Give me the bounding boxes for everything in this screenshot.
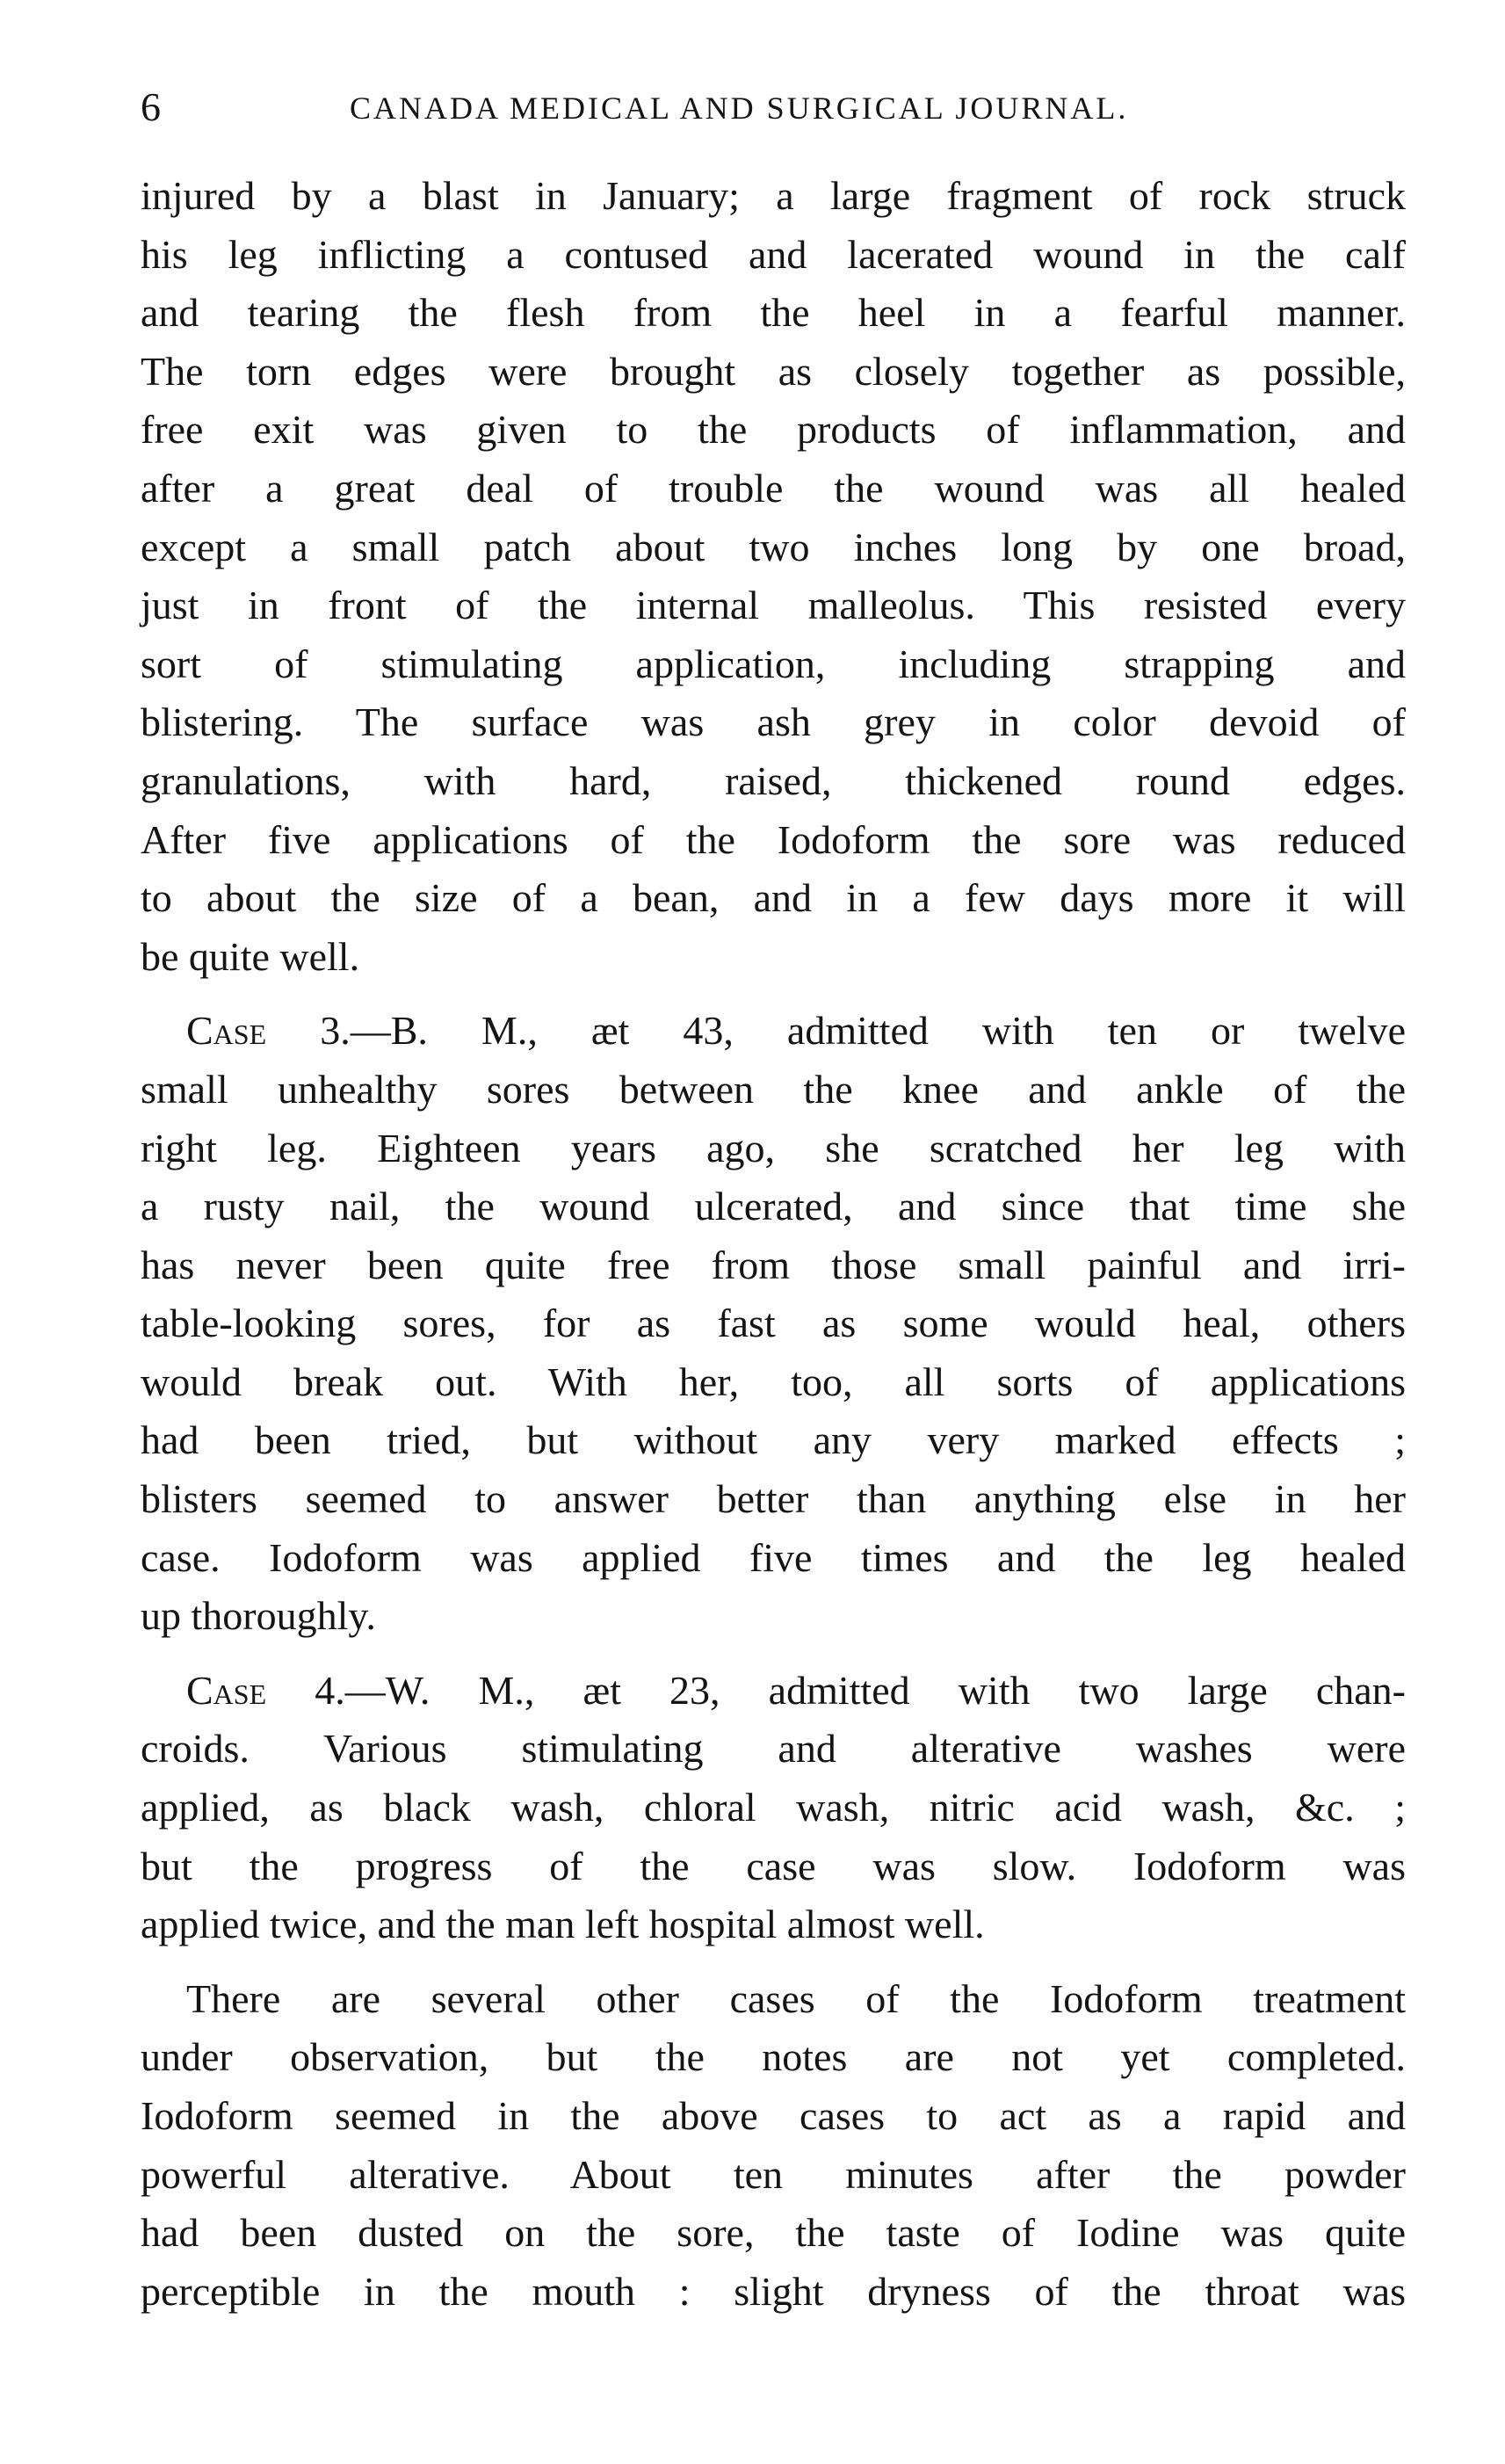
page-number: 6	[141, 84, 161, 129]
text-line: to about the size of a bean, and in a few days more it will	[141, 875, 1406, 921]
text-line: a rusty nail, the wound ulcerated, and since that time she	[141, 1184, 1406, 1229]
text-line: and tearing the flesh from the heel in a fearful manner.	[141, 290, 1406, 336]
body-text	[141, 167, 1406, 2321]
text-line: perceptible in the mouth : slight dryness of the throat was	[141, 2268, 1406, 2314]
text-line: case. Iodoform was applied five times and the leg healed	[141, 1534, 1406, 1580]
text-line: but the progress of the case was slow. Iodoform was	[141, 1843, 1406, 1888]
text-line: right leg. Eighteen years ago, she scratched her leg with	[141, 1125, 1406, 1170]
text-line: After five applications of the Iodoform the sore was reduced	[141, 816, 1406, 862]
text-line: had been dusted on the sore, the taste of Iodine was quite	[141, 2210, 1406, 2256]
text-line: The torn edges were brought as closely together as possible,	[141, 348, 1406, 394]
text-line: granulations, with hard, raised, thickened round edges.	[141, 757, 1406, 803]
text-line: croids. Various stimulating and alterative washes were	[141, 1726, 1406, 1772]
text-line: after a great deal of trouble the wound was all healed	[141, 465, 1406, 511]
paragraph-case-3	[141, 1002, 1406, 1646]
paragraph-other-cases	[141, 1970, 1406, 2322]
case-heading: Case	[186, 1667, 267, 1713]
text-line: just in front of the internal malleolus. This resisted every	[141, 583, 1406, 628]
paragraph-case-4	[141, 1662, 1406, 1954]
text-line: There are several other cases of the Iodoform treatment	[186, 1975, 1406, 2021]
text-line: small unhealthy sores between the knee and ankle of the	[141, 1066, 1406, 1112]
text-line: up thoroughly.	[141, 1593, 376, 1639]
case-heading: Case	[186, 1008, 267, 1054]
text-line: has never been quite free from those small painful and irri-	[141, 1242, 1406, 1287]
paragraph-case-2-continued	[141, 167, 1406, 986]
case-heading-text: 4.—W. M., æt 23, admitted with two large chan-	[266, 1667, 1406, 1713]
text-line: free exit was given to the products of inflammation, and	[141, 407, 1406, 453]
text-line: had been tried, but without any very marked effects ;	[141, 1417, 1406, 1463]
text-line	[141, 1002, 1406, 1061]
journal-title: CANADA MEDICAL AND SURGICAL JOURNAL.	[350, 91, 1129, 126]
text-line: blisters seemed to answer better than anything else in her	[141, 1476, 1406, 1522]
running-head	[141, 81, 1406, 134]
text-line: table-looking sores, for as fast as some would heal, others	[141, 1301, 1406, 1346]
text-line: applied twice, and the man left hospital almost well.	[141, 1902, 985, 1947]
text-line: except a small patch about two inches long by one broad,	[141, 524, 1406, 569]
case-heading-text: 3.—B. M., æt 43, admitted with ten or twelve	[266, 1008, 1406, 1054]
text-line	[141, 1662, 1406, 1721]
text-line: under observation, but the notes are not yet completed.	[141, 2034, 1406, 2080]
text-line: his leg inflicting a contused and lacerated wound in the calf	[141, 231, 1406, 277]
text-line: would break out. With her, too, all sorts of applications	[141, 1359, 1406, 1404]
text-line: blistering. The surface was ash grey in color devoid of	[141, 699, 1406, 745]
text-line: powerful alterative. About ten minutes after the powder	[141, 2151, 1406, 2197]
text-line: be quite well.	[141, 933, 360, 979]
text-line: Iodoform seemed in the above cases to act as a rapid and	[141, 2093, 1406, 2138]
text-line: injured by a blast in January; a large fragment of rock struck	[141, 173, 1406, 218]
text-line: sort of stimulating application, including strapping and	[141, 641, 1406, 686]
text-line: applied, as black wash, chloral wash, nitric acid wash, &c. ;	[141, 1785, 1406, 1830]
